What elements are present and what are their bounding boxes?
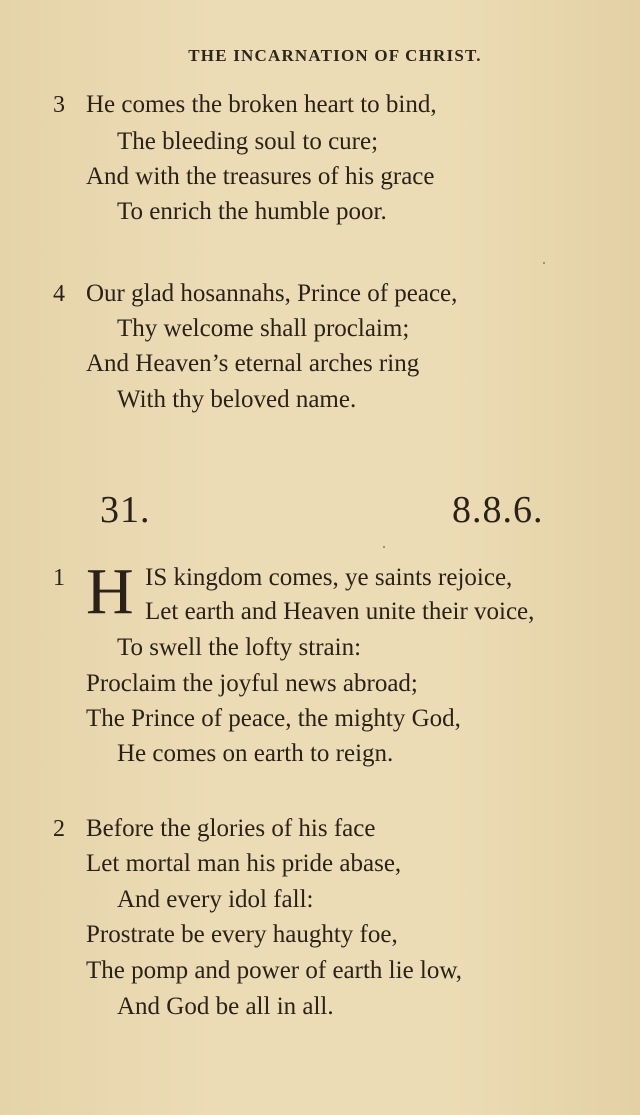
verse-line: Proclaim the joyful news abroad; — [86, 670, 418, 697]
verse-line: With thy beloved name. — [117, 386, 357, 413]
paper-speck — [543, 262, 545, 264]
stanza-number: 1 — [53, 565, 65, 591]
verse-line: To swell the lofty strain: — [117, 634, 362, 661]
stanza-number: 3 — [53, 92, 65, 118]
hymn-meter: 8.8.6. — [452, 489, 544, 531]
stanza-number: 4 — [53, 281, 65, 307]
verse-line: The pomp and power of earth lie low, — [86, 957, 463, 984]
verse-line: IS kingdom comes, ye saints rejoice, — [145, 564, 513, 591]
verse-line: He comes the broken heart to bind, — [86, 91, 437, 118]
verse-line: The Prince of peace, the mighty God, — [86, 705, 461, 732]
verse-line: Let mortal man his pride abase, — [86, 850, 402, 877]
verse-line: Thy welcome shall proclaim; — [117, 315, 410, 342]
verse-line: He comes on earth to reign. — [117, 740, 394, 767]
stanza-number: 2 — [53, 816, 65, 842]
verse-line: Let earth and Heaven unite their voice, — [145, 598, 535, 625]
verse-line: And with the treasures of his grace — [86, 163, 435, 190]
paper-speck — [383, 546, 385, 548]
verse-line: Before the glories of his face — [86, 815, 376, 842]
running-head: THE INCARNATION OF CHRIST. — [188, 46, 482, 65]
verse-line: To enrich the humble poor. — [117, 198, 387, 225]
verse-line: And every idol fall: — [117, 886, 314, 913]
verse-line: And Heaven’s eternal arches ring — [86, 350, 420, 377]
hymn-number: 31. — [100, 489, 151, 531]
verse-line: The bleeding soul to cure; — [117, 128, 379, 155]
drop-cap: H — [86, 555, 134, 628]
verse-line: And God be all in all. — [117, 993, 334, 1020]
verse-line: Our glad hosannahs, Prince of peace, — [86, 280, 458, 307]
verse-line: Prostrate be every haughty foe, — [86, 921, 398, 948]
